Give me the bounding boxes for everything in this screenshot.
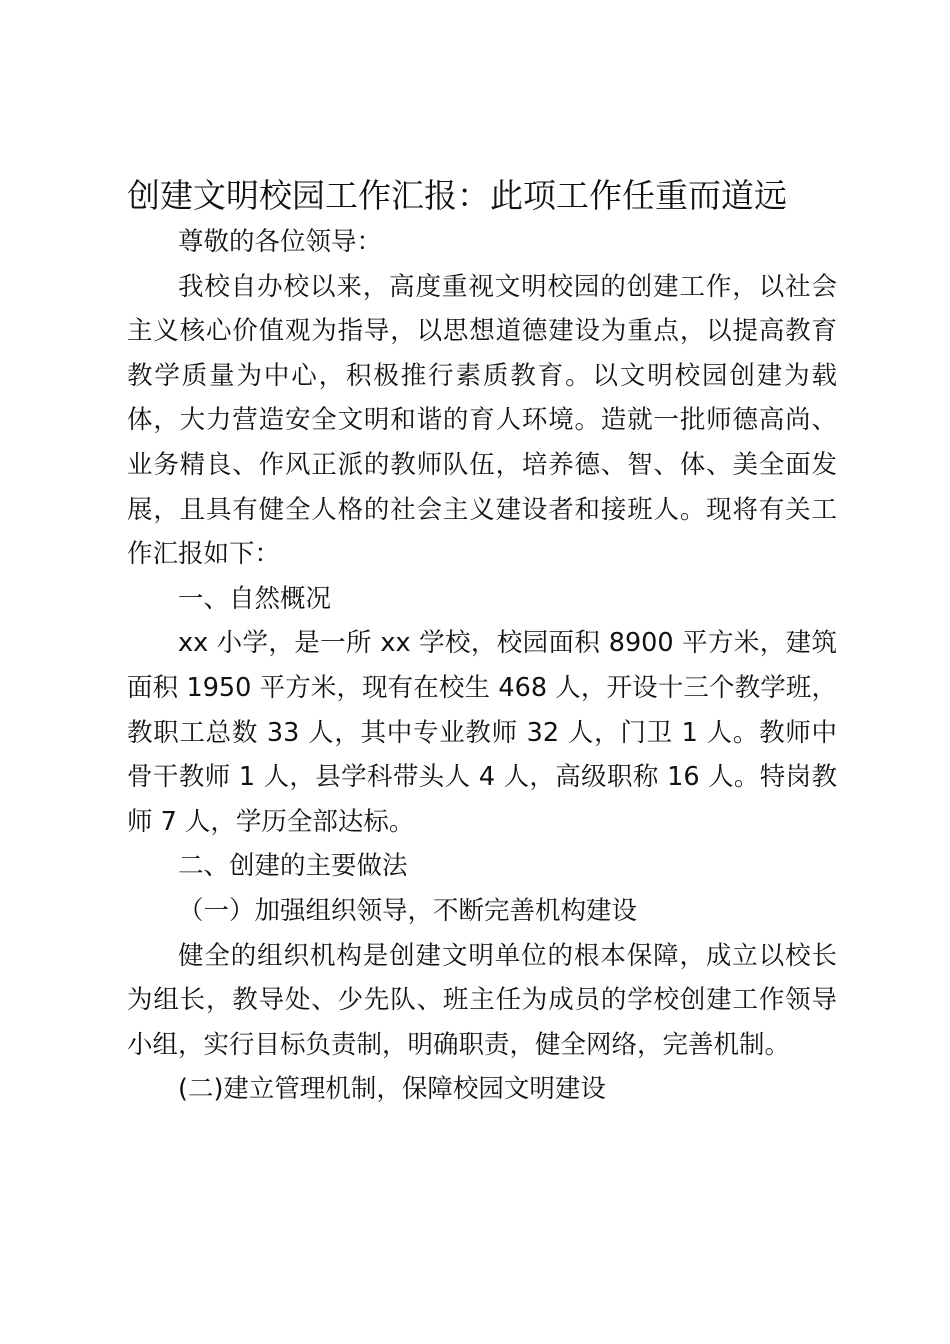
overview-paragraph: xx 小学，是一所 xx 学校，校园面积 8900 平方米，建筑面积 1950 平方米，现有在校生 468 人，开设十三个教学班，教职工总数 33 人，其中专业教师 32 人，门卫 1 人。教师中骨干教师 1 人，县学科带头人 4 人，高级职称 16 人。特岗教师 7 人，学历全部达标。: [127, 628, 837, 837]
document-title: 创建文明校园工作汇报：此项工作任重而道远: [127, 176, 787, 215]
subsection-heading-organization: （一）加强组织领导，不断完善机构建设: [178, 895, 638, 926]
section-heading-overview: 一、自然概况: [178, 583, 332, 614]
document-body: [127, 172, 837, 1112]
salutation: 尊敬的各位领导：: [178, 227, 383, 257]
section-heading-methods: 二、创建的主要做法: [178, 851, 408, 882]
organization-paragraph: 健全的组织机构是创建文明单位的根本保障，成立以校长为组长，教导处、少先队、班主任为成员的学校创建工作领导小组，实行目标负责制，明确职责，健全网络，完善机制。: [127, 940, 837, 1060]
subsection-heading-management: (二)建立管理机制，保障校园文明建设: [178, 1074, 606, 1105]
intro-paragraph: 我校自办校以来，高度重视文明校园的创建工作，以社会主义核心价值观为指导，以思想道德建设为重点，以提高教育教学质量为中心，积极推行素质教育。以文明校园创建为载体，大力营造安全文明和谐的育人环境。造就一批师德高尚、业务精良、作风正派的教师队伍，培养德、智、体、美全面发展，且具有健全人格的社会主义建设者和接班人。现将有关工作汇报如下：: [127, 271, 837, 570]
